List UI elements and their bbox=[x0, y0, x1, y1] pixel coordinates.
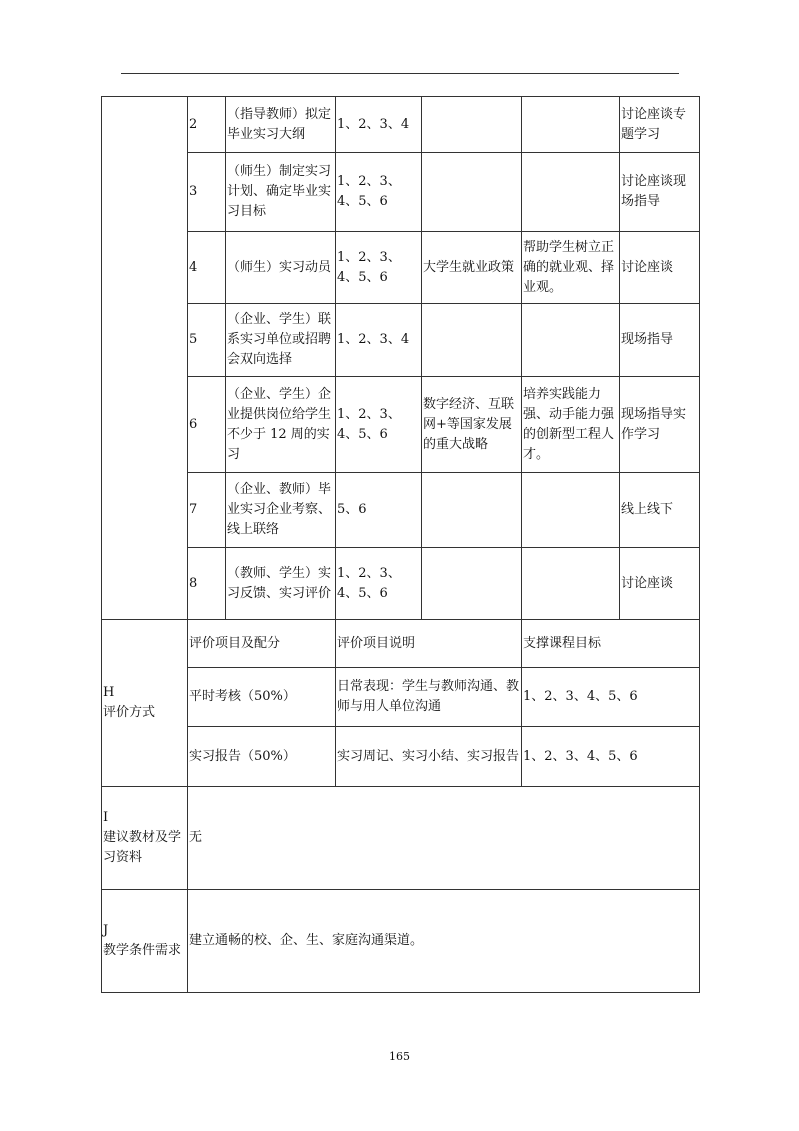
activity-number: 3 bbox=[188, 153, 226, 232]
activity-element bbox=[522, 304, 620, 377]
activity-ideology: 数字经济、互联网+等国家发展的重大战略 bbox=[422, 377, 522, 473]
evaluation-target: 1、2、3、4、5、6 bbox=[522, 668, 700, 727]
activity-rows bbox=[102, 97, 700, 620]
activity-objectives: 1、2、3、4 bbox=[336, 97, 422, 153]
activity-number: 6 bbox=[188, 377, 226, 473]
activity-number: 5 bbox=[188, 304, 226, 377]
activity-ideology bbox=[422, 304, 522, 377]
section-title: 评价方式 bbox=[103, 705, 156, 720]
activity-row bbox=[102, 304, 700, 377]
activity-method: 讨论座谈 bbox=[620, 232, 700, 304]
activity-row bbox=[102, 232, 700, 304]
conditions-section bbox=[102, 890, 700, 993]
section-title: 建议教材及学习资料 bbox=[103, 830, 182, 865]
activity-method: 现场指导 bbox=[620, 304, 700, 377]
materials-label-cell bbox=[102, 787, 188, 890]
conditions-label-cell bbox=[102, 890, 188, 993]
materials-row bbox=[102, 787, 700, 890]
activity-number: 2 bbox=[188, 97, 226, 153]
activity-element bbox=[522, 97, 620, 153]
activity-row bbox=[102, 548, 700, 620]
activity-row bbox=[102, 377, 700, 473]
blank-section-cell bbox=[102, 97, 188, 620]
activity-method: 讨论座谈现场指导 bbox=[620, 153, 700, 232]
activity-objectives: 1、2、3、4、5、6 bbox=[336, 153, 422, 232]
evaluation-target: 1、2、3、4、5、6 bbox=[522, 727, 700, 787]
activity-content: （企业、学生）企业提供岗位给学生不少于 12 周的实习 bbox=[226, 377, 336, 473]
activity-number: 7 bbox=[188, 473, 226, 548]
evaluation-item: 实习报告（50%） bbox=[188, 727, 336, 787]
activity-element bbox=[522, 548, 620, 620]
evaluation-header-row bbox=[102, 620, 700, 668]
activity-element: 帮助学生树立正确的就业观、择业观。 bbox=[522, 232, 620, 304]
evaluation-desc-header: 评价项目说明 bbox=[336, 620, 522, 668]
activity-objectives: 1、2、3、4 bbox=[336, 304, 422, 377]
evaluation-label-cell bbox=[102, 620, 188, 787]
activity-content: （师生）制定实习计划、确定毕业实习目标 bbox=[226, 153, 336, 232]
section-letter: J bbox=[103, 923, 109, 938]
course-table bbox=[101, 96, 700, 993]
page-number: 165 bbox=[389, 1050, 410, 1063]
activity-row bbox=[102, 97, 700, 153]
evaluation-item: 平时考核（50%） bbox=[188, 668, 336, 727]
activity-element: 培养实践能力强、动手能力强的创新型工程人才。 bbox=[522, 377, 620, 473]
activity-content: （企业、教师）毕业实习企业考察、线上联络 bbox=[226, 473, 336, 548]
activity-ideology bbox=[422, 548, 522, 620]
conditions-row bbox=[102, 890, 700, 993]
activity-row bbox=[102, 473, 700, 548]
activity-content: （教师、学生）实习反馈、实习评价 bbox=[226, 548, 336, 620]
section-title: 教学条件需求 bbox=[103, 943, 182, 958]
conditions-value: 建立通畅的校、企、生、家庭沟通渠道。 bbox=[188, 890, 700, 993]
evaluation-row bbox=[102, 727, 700, 787]
evaluation-item-header: 评价项目及配分 bbox=[188, 620, 336, 668]
activity-ideology bbox=[422, 97, 522, 153]
evaluation-row bbox=[102, 668, 700, 727]
activity-ideology bbox=[422, 473, 522, 548]
activity-row bbox=[102, 153, 700, 232]
activity-objectives: 5、6 bbox=[336, 473, 422, 548]
activity-objectives: 1、2、3、4、5、6 bbox=[336, 377, 422, 473]
section-letter: I bbox=[103, 810, 109, 825]
activity-method: 线上线下 bbox=[620, 473, 700, 548]
activity-content: （指导教师）拟定毕业实习大纲 bbox=[226, 97, 336, 153]
activity-element bbox=[522, 153, 620, 232]
activity-method: 现场指导实作学习 bbox=[620, 377, 700, 473]
activity-element bbox=[522, 473, 620, 548]
activity-ideology bbox=[422, 153, 522, 232]
section-letter: H bbox=[103, 685, 115, 700]
evaluation-desc: 日常表现：学生与教师沟通、教师与用人单位沟通 bbox=[336, 668, 522, 727]
activity-content: （师生）实习动员 bbox=[226, 232, 336, 304]
materials-section bbox=[102, 787, 700, 890]
activity-number: 4 bbox=[188, 232, 226, 304]
activity-method: 讨论座谈 bbox=[620, 548, 700, 620]
activity-method: 讨论座谈专题学习 bbox=[620, 97, 700, 153]
activity-objectives: 1、2、3、4、5、6 bbox=[336, 548, 422, 620]
evaluation-section bbox=[102, 620, 700, 787]
evaluation-target-header: 支撑课程目标 bbox=[522, 620, 700, 668]
activity-ideology: 大学生就业政策 bbox=[422, 232, 522, 304]
evaluation-desc: 实习周记、实习小结、实习报告 bbox=[336, 727, 522, 787]
materials-value: 无 bbox=[188, 787, 700, 890]
activity-objectives: 1、2、3、4、5、6 bbox=[336, 232, 422, 304]
header-rule bbox=[121, 73, 679, 74]
activity-content: （企业、学生）联系实习单位或招聘会双向选择 bbox=[226, 304, 336, 377]
activity-number: 8 bbox=[188, 548, 226, 620]
